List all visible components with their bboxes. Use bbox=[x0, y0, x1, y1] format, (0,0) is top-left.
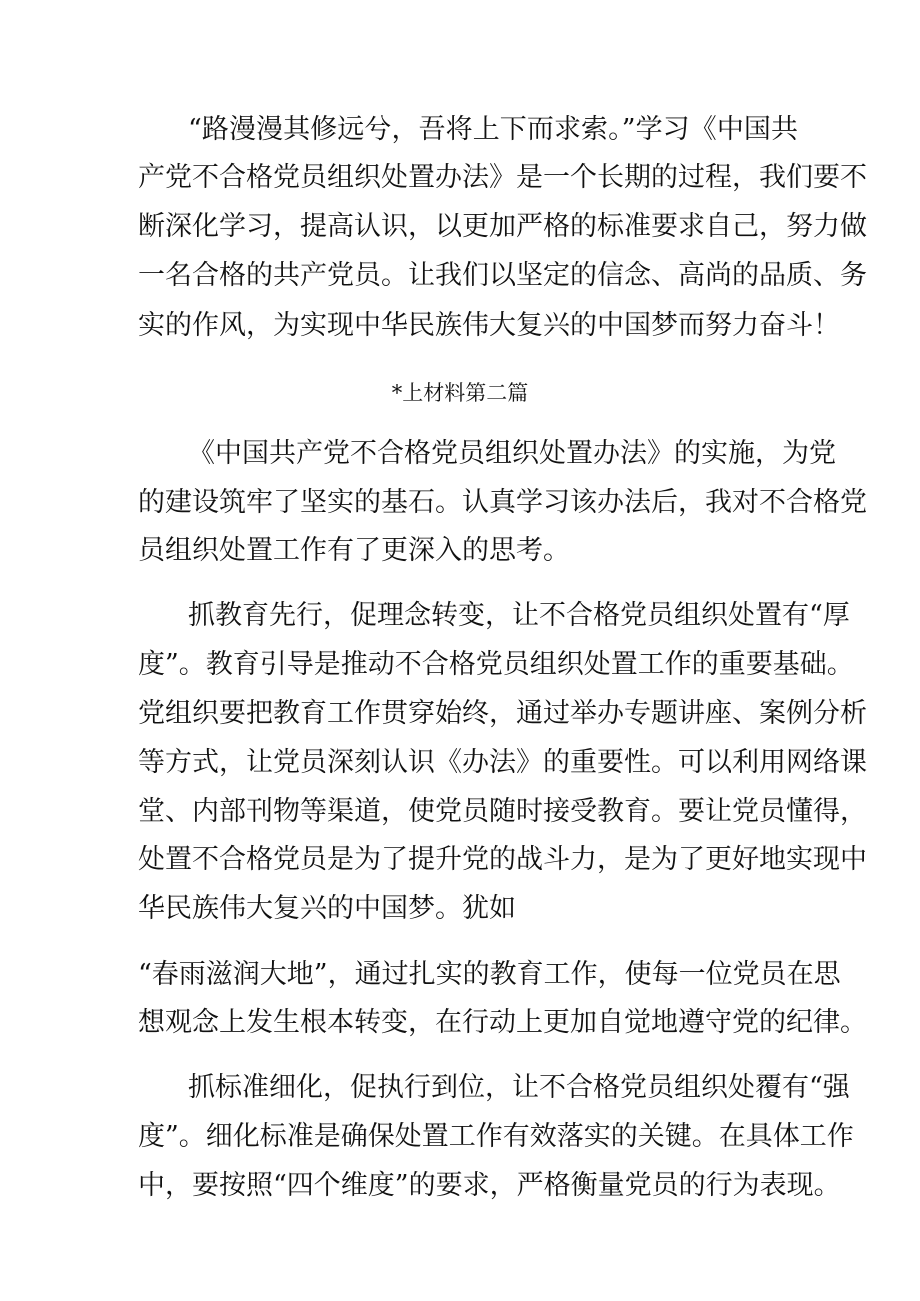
para3-line-6: 处置不合格党员是为了提升党的战斗力，是为了更好地实现中 bbox=[138, 844, 867, 875]
para3-line-1: 抓教育先行，促理念转变，让不合格党员组织处置有“厚 bbox=[188, 600, 850, 631]
para1-line-2: 产党不合格党员组织处置办法》是一个长期的过程，我们要不 bbox=[138, 162, 867, 193]
section-heading: *上材料第二篇 bbox=[391, 381, 529, 405]
para5-line-1: 抓标准细化，促执行到位，让不合格党员组织处覆有“强 bbox=[188, 1072, 850, 1103]
para4-line-2: 想观念上发生根本转变，在行动上更加自觉地遵守党的纪律。 bbox=[138, 1007, 867, 1038]
para5-line-3: 中，要按照“四个维度”的要求，严格衡量党员的行为表现。 bbox=[138, 1170, 841, 1201]
para1-line-3: 断深化学习，提高认识，以更加严格的标准要求自己，努力做 bbox=[138, 211, 867, 242]
para1-line-1: “路漫漫其修远兮，吾将上下而求索。”学习《中国共 bbox=[188, 114, 798, 145]
para3-line-3: 党组织要把教育工作贯穿始终，通过举办专题讲座、案例分析 bbox=[138, 698, 867, 729]
para2-line-3: 员组织处置工作有了更深入的思考。 bbox=[138, 535, 570, 566]
para1-line-4: 一名合格的共产党员。让我们以坚定的信念、高尚的品质、务 bbox=[138, 260, 867, 291]
para2-line-1: 《中国共产党不合格党员组织处置办法》的实施，为党 bbox=[188, 438, 836, 469]
para4-line-1: “春雨滋润大地”，通过扎实的教育工作，使每一位党员在思 bbox=[138, 959, 841, 990]
para5-line-2: 度”。细化标准是确保处置工作有效落实的关键。在具体工作 bbox=[138, 1121, 854, 1152]
para3-line-7: 华民族伟大复兴的中国梦。犹如 bbox=[138, 893, 516, 924]
para2-line-2: 的建设筑牢了坚实的基石。认真学习该办法后，我对不合格党 bbox=[138, 487, 867, 518]
para1-line-5: 实的作风，为实现中华民族伟大复兴的中国梦而努力奋斗！ bbox=[138, 310, 840, 341]
para3-line-4: 等方式，让党员深刻认识《办法》的重要性。可以利用网络课 bbox=[138, 747, 867, 778]
para3-line-2: 度”。教育引导是推动不合格党员组织处置工作的重要基础。 bbox=[138, 649, 854, 680]
para3-line-5: 堂、内部刊物等渠道，使党员随时接受教育。要让党员懂得， bbox=[138, 796, 867, 827]
